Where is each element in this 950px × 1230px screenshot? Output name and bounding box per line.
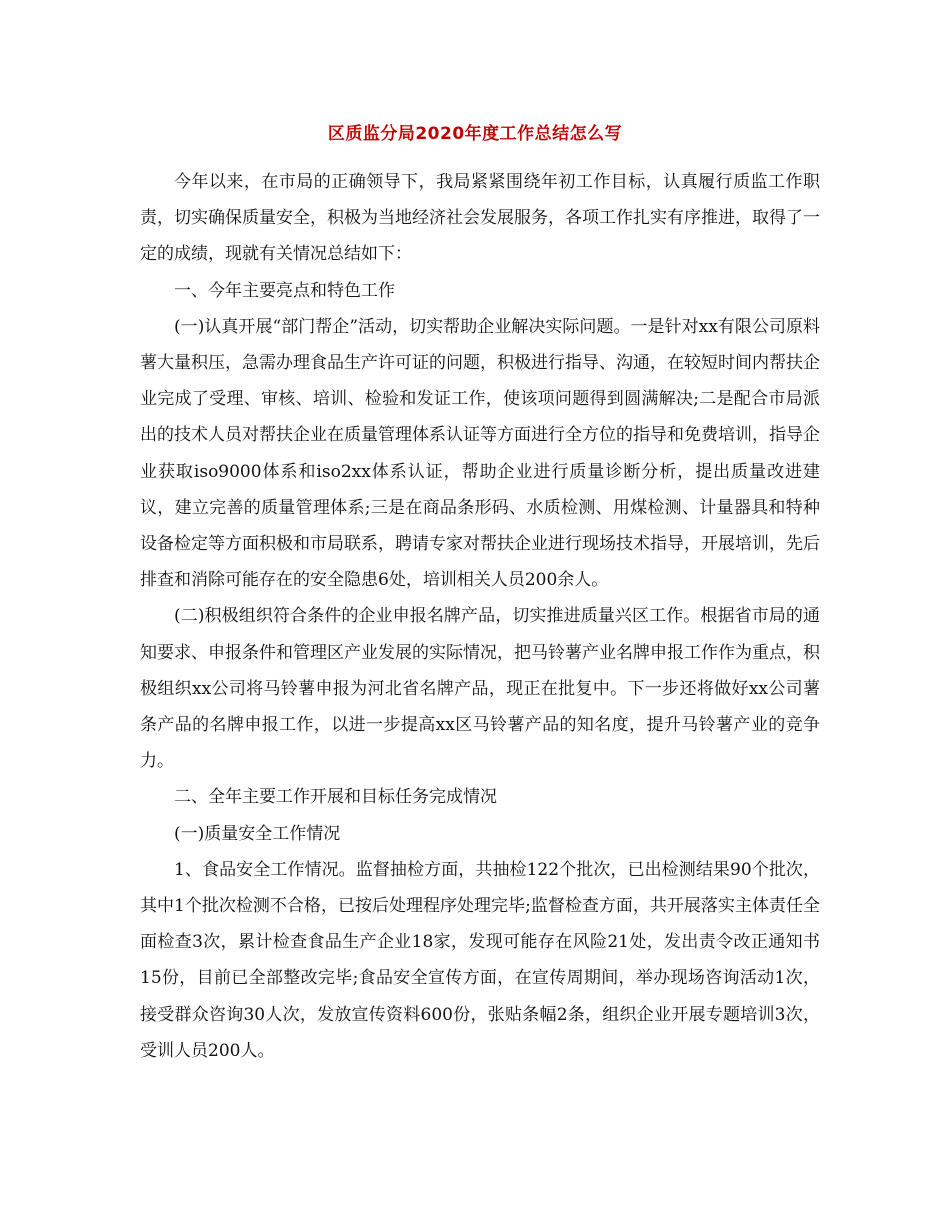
subsection-heading: (一)质量安全工作情况 — [174, 823, 341, 844]
body-paragraph: 1、食品安全工作情况。监督抽检方面，共抽检122个批次，已出检测结果90个批次，其中1个批次检测不合格，已按后处理程序处理完毕;监督检查方面，共开展落实主体责任全面检查3次，累计检查食品生产企业18家，发现可能存在风险21处，发出责令改正通知书15份，目前已全部整改完毕;食品安全宣传方面，在宣传周期间，举办现场咨询活动1次，接受群众咨询30人次，发放宣传资料600份，张贴条幅2条，组织企业开展专题培训3次，受训人员200人。 — [140, 859, 820, 1061]
body-paragraph: (一)认真开展“部门帮企”活动，切实帮助企业解决实际问题。一是针对xx有限公司原料薯大量积压，急需办理食品生产许可证的问题，积极进行指导、沟通，在较短时间内帮扶企业完成了受理、审核、培训、检验和发证工作，使该项问题得到圆满解决;二是配合市局派出的技术人员对帮扶企业在质量管理体系认证等方面进行全方位的指导和免费培训，指导企业获取iso9000体系和iso2xx体系认证，帮助企业进行质量诊断分析，提出质量改进建议，建立完善的质量管理体系;三是在商品条形码、水质检测、用煤检测、计量器具和特种设备检定等方面积极和市局联系，聘请专家对帮扶企业进行现场技术指导，开展培训，先后排查和消除可能存在的安全隐患6处，培训相关人员200余人。 — [140, 316, 820, 591]
section-heading-2: 二、全年主要工作开展和目标任务完成情况 — [174, 787, 497, 808]
document-title: 区质监分局2020年度工作总结怎么写 — [327, 124, 623, 144]
intro-paragraph: 今年以来，在市局的正确领导下，我局紧紧围绕年初工作目标，认真履行质监工作职责，切实确保质量安全，积极为当地经济社会发展服务，各项工作扎实有序推进，取得了一定的成绩，现就有关情况总结如下： — [140, 172, 820, 265]
document-body — [140, 164, 820, 1069]
body-paragraph: (二)积极组织符合条件的企业申报名牌产品，切实推进质量兴区工作。根据省市局的通知要求、申报条件和管理区产业发展的实际情况，把马铃薯产业名牌申报工作作为重点，积极组织xx公司将马铃薯申报为河北省名牌产品，现正在批复中。下一步还将做好xx公司薯条产品的名牌申报工作，以进一步提高xx区马铃薯产品的知名度，提升马铃薯产业的竞争力。 — [140, 606, 820, 772]
section-heading-1: 一、今年主要亮点和特色工作 — [174, 280, 395, 301]
